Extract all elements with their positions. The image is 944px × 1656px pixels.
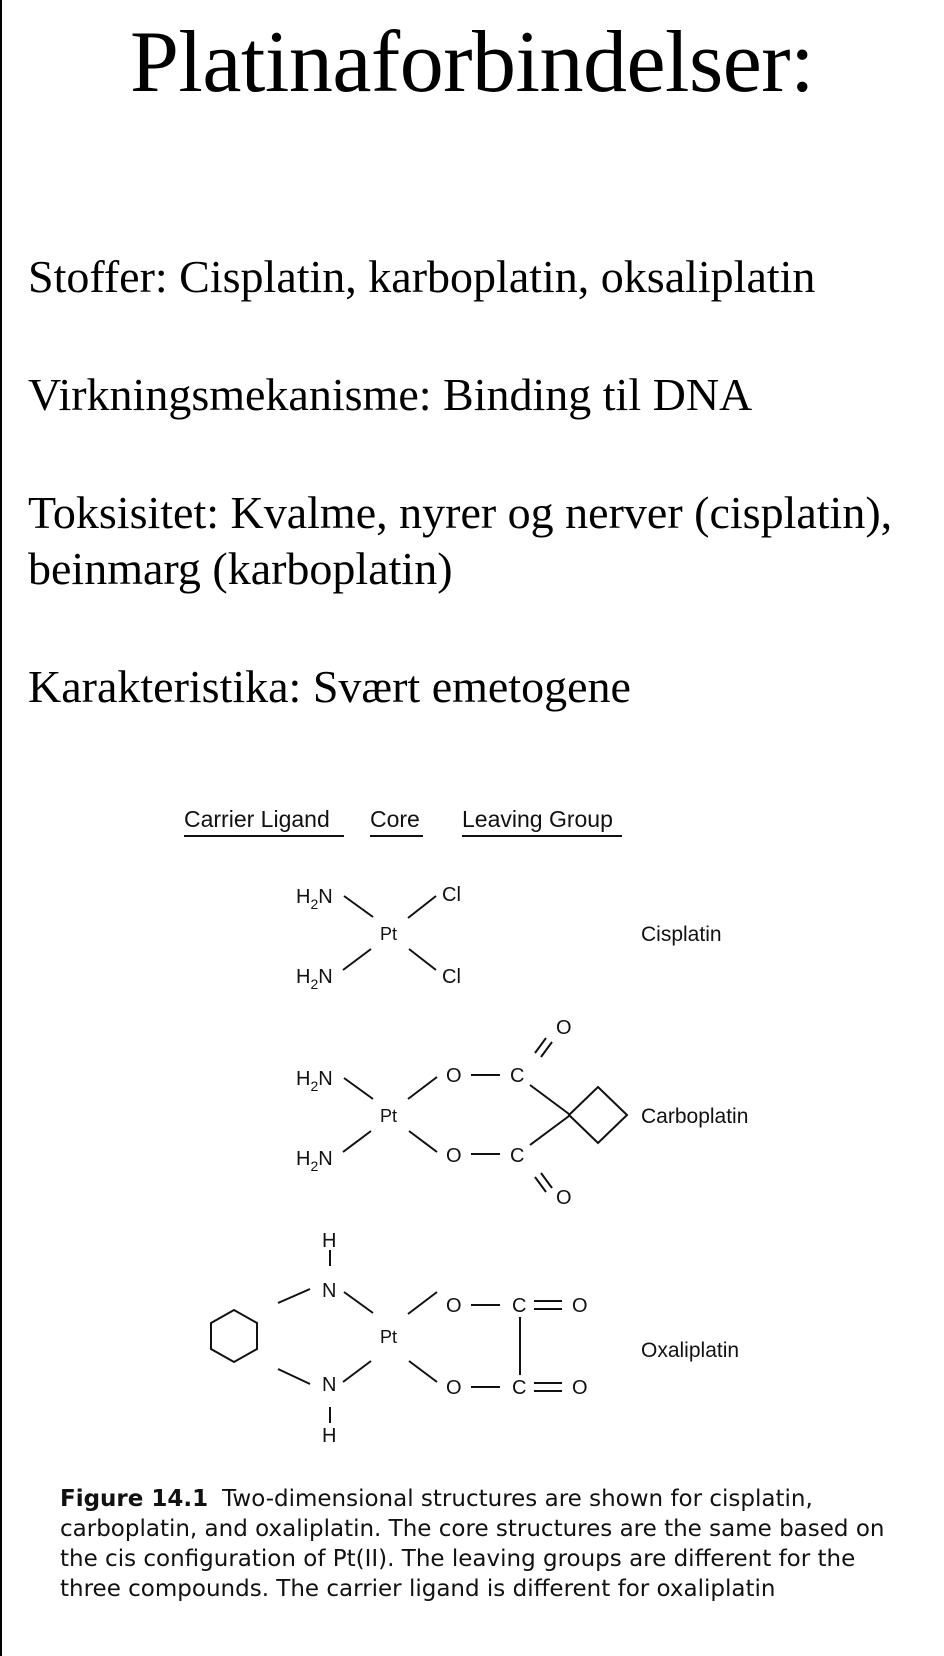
atom-pt: Pt — [380, 924, 398, 944]
atom-o: O — [572, 1295, 588, 1317]
compound-name-oxaliplatin: Oxaliplatin — [641, 1339, 740, 1362]
header-carrier-ligand: Carrier Ligand — [184, 806, 330, 832]
line-stoffer: Stoffer: Cisplatin, karboplatin, oksaliplatin — [28, 251, 816, 302]
figure-label: Figure 14.1 — [60, 1486, 209, 1512]
compound-name-carboplatin: Carboplatin — [641, 1105, 749, 1128]
header-leaving-group: Leaving Group — [462, 806, 613, 832]
structure-diagram — [0, 790, 944, 1480]
atom-o: O — [556, 1187, 572, 1209]
atom-h2n: $H_2N$ — [296, 1068, 333, 1094]
figure-caption-text: Two-dimensional structures are shown for cisplatin, carboplatin, and oxaliplatin. The core structures are the same based on the cis configuration of Pt(II). The leaving groups are different for the three compounds. The carrier ligand is different for oxaliplatin — [60, 1486, 885, 1602]
atom-o: O — [446, 1065, 462, 1087]
atom-cl: Cl — [442, 966, 461, 988]
atom-h: H — [322, 1425, 337, 1447]
atom-o: O — [556, 1017, 572, 1039]
atom-h: H — [322, 1230, 337, 1252]
atom-h2n: $H_2N$ — [296, 966, 333, 992]
figure-14-1 — [0, 790, 944, 1480]
atom-o: O — [446, 1145, 462, 1167]
atom-o: O — [446, 1377, 462, 1399]
header-core: Core — [370, 806, 420, 832]
atom-h2n: $H_2N$ — [296, 1148, 333, 1174]
atom-c: C — [512, 1295, 527, 1317]
line-virkningsmekanisme: Virkningsmekanisme: Binding til DNA — [28, 369, 753, 420]
atom-o: O — [572, 1377, 588, 1399]
atom-h2n: $H_2N$ — [296, 886, 333, 912]
atom-n: N — [322, 1280, 337, 1302]
line-toksisitet-cont: beinmarg (karboplatin) — [28, 543, 453, 594]
atom-o: O — [446, 1295, 462, 1317]
figure-caption — [60, 1484, 890, 1604]
atom-c: C — [510, 1145, 525, 1167]
atom-c: C — [510, 1065, 525, 1087]
page-title: Platinaforbindelser: — [129, 14, 815, 111]
line-karakteristika: Karakteristika: Svært emetogene — [28, 661, 631, 712]
atom-pt: Pt — [380, 1106, 398, 1126]
atom-c: C — [512, 1377, 527, 1399]
atom-n: N — [322, 1374, 337, 1396]
line-toksisitet: Toksisitet: Kvalme, nyrer og nerver (cisplatin), — [28, 487, 893, 538]
atom-cl: Cl — [442, 884, 461, 906]
compound-name-cisplatin: Cisplatin — [641, 923, 722, 946]
atom-pt: Pt — [380, 1327, 398, 1347]
